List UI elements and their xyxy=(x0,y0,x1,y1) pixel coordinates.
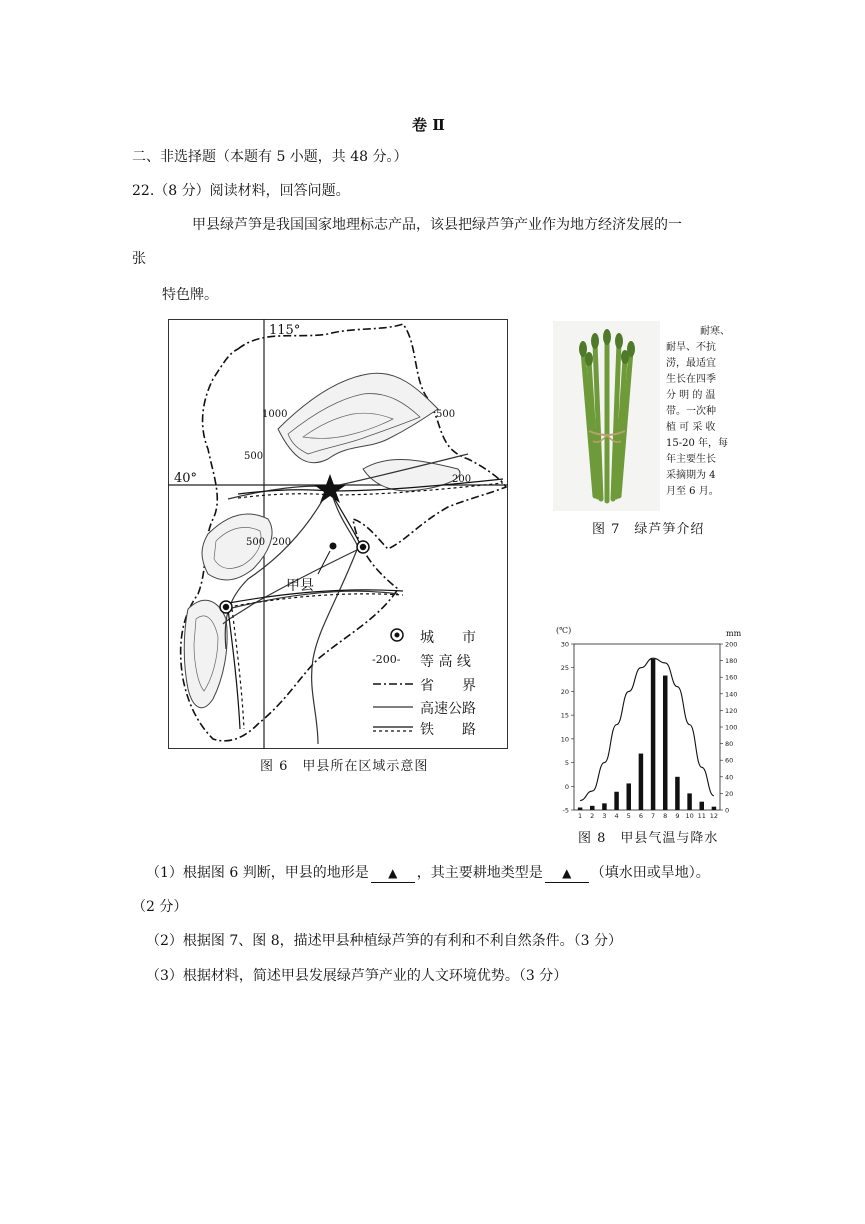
precip-tick-label: 140 xyxy=(725,690,738,699)
month-label: 12 xyxy=(709,812,719,820)
precip-tick-label: 40 xyxy=(725,773,734,782)
part-heading: 二、非选择题（本题有 5 小题，共 48 分。） xyxy=(132,149,408,165)
intro-line: 生长在四季 xyxy=(666,374,716,385)
precip-bar xyxy=(663,676,668,810)
precip-tick-label: 180 xyxy=(725,657,738,666)
asparagus-photo xyxy=(553,321,660,511)
temp-tick-label: 25 xyxy=(560,664,569,673)
climate-caption: 图 8 甲县气温与降水 xyxy=(578,831,719,846)
legend-label-city: 城 市 xyxy=(420,630,476,646)
precip-bar xyxy=(639,754,644,810)
intro-line: 采摘期为 4 xyxy=(666,470,716,481)
contour-label: 500 xyxy=(246,537,266,548)
precip-tick-label: 80 xyxy=(725,740,734,749)
intro-line: 年主要生长 xyxy=(666,454,716,465)
sub-question-1 xyxy=(146,864,710,883)
month-label: 8 xyxy=(663,812,668,820)
month-label: 10 xyxy=(685,812,694,820)
month-label: 6 xyxy=(638,812,643,820)
contour-label: 500 xyxy=(244,451,264,462)
month-label: 4 xyxy=(614,812,619,820)
material-line-2: 张 xyxy=(132,251,146,267)
temp-tick-label: 15 xyxy=(560,711,569,720)
month-label: 7 xyxy=(651,812,656,820)
month-label: 1 xyxy=(578,812,583,820)
temp-tick-label: 20 xyxy=(560,687,569,696)
precip-bar xyxy=(627,783,632,810)
intro-line: 带。一次种 xyxy=(666,406,716,417)
climate-chart xyxy=(550,624,745,824)
month-label: 5 xyxy=(626,812,631,820)
county-point xyxy=(330,543,337,550)
q1-text-before: （1）根据图 6 判断，甲县的地形是 xyxy=(146,865,369,881)
answer-blank-terrain[interactable] xyxy=(371,864,415,883)
temp-tick-label: 10 xyxy=(560,735,569,744)
temp-tick-label: 0 xyxy=(564,782,569,791)
asparagus-intro xyxy=(666,324,730,500)
intro-line: 月至 6 月。 xyxy=(666,486,719,497)
month-label: 3 xyxy=(602,812,607,820)
map-caption: 图 6 甲县所在区域示意图 xyxy=(260,759,429,774)
county-label: 甲县 xyxy=(286,578,314,594)
precip-tick-label: 200 xyxy=(725,640,738,649)
precip-tick-label: 120 xyxy=(725,706,738,715)
intro-line: 15-20 年，每 xyxy=(666,438,729,449)
triangle-icon: ▲ xyxy=(388,866,398,880)
sub-question-3: （3）根据材料，简述甲县发展绿芦笋产业的人文环境优势。（3 分） xyxy=(146,968,568,984)
legend-label-expressway: 高速公路 xyxy=(420,701,476,717)
intro-line: 分 明 的 温 xyxy=(666,390,716,401)
q1-score: （2 分） xyxy=(132,899,188,915)
temp-tick-label: -5 xyxy=(562,806,569,815)
contour-label: 1000 xyxy=(262,409,288,420)
intro-line: 耐寒、 xyxy=(700,326,730,337)
answer-blank-farmland[interactable] xyxy=(545,864,589,883)
precip-bar xyxy=(614,792,619,810)
contour-label: 200 xyxy=(272,537,292,548)
sub-question-2: （2）根据图 7、图 8，描述甲县种植绿芦笋的有利和不利自然条件。（3 分） xyxy=(146,933,622,949)
precip-bar xyxy=(590,806,595,810)
asparagus-caption: 图 7 绿芦笋介绍 xyxy=(592,522,705,537)
precip-bar xyxy=(675,777,679,810)
precip-bar xyxy=(700,802,705,810)
month-label: 9 xyxy=(675,812,680,820)
precip-tick-label: 0 xyxy=(725,806,730,815)
precip-tick-label: 20 xyxy=(725,789,734,798)
legend-label-border: 省 界 xyxy=(420,678,476,694)
q1-text-after: （填水田或旱地）。 xyxy=(590,865,710,881)
question-header: 22.（8 分）阅读材料，回答问题。 xyxy=(132,183,350,199)
legend-label-railway: 铁 路 xyxy=(420,722,476,738)
precip-bar xyxy=(687,793,692,810)
section-title: 卷 Ⅱ xyxy=(412,116,445,134)
precip-bar xyxy=(712,807,717,810)
region-map xyxy=(168,319,508,749)
longitude-label: 115° xyxy=(269,323,301,338)
contour-label: 500 xyxy=(436,409,456,420)
precip-tick-label: 100 xyxy=(725,723,738,732)
precip-tick-label: 160 xyxy=(725,673,738,682)
asparagus-icon xyxy=(553,321,660,511)
temperature-line xyxy=(580,658,714,800)
precip-tick-label: 60 xyxy=(725,756,734,765)
month-label: 11 xyxy=(697,812,706,820)
temp-unit: (℃) xyxy=(556,626,572,635)
intro-line: 植 可 采 收 xyxy=(666,422,716,433)
material-line-3: 特色牌。 xyxy=(162,287,218,303)
precip-bar xyxy=(602,803,607,810)
precip-bar xyxy=(578,808,583,810)
material-line-1: 甲县绿芦笋是我国国家地理标志产品，该县把绿芦笋产业作为地方经济发展的一 xyxy=(192,217,682,233)
month-label: 2 xyxy=(590,812,595,820)
climate-chart-svg xyxy=(550,624,745,824)
intro-line: 耐旱、不抗 xyxy=(666,342,716,353)
temp-tick-label: 30 xyxy=(560,640,569,649)
latitude-label: 40° xyxy=(174,471,198,486)
intro-line: 涝，最适宜 xyxy=(666,358,716,369)
triangle-icon: ▲ xyxy=(562,866,572,880)
temp-tick-label: 5 xyxy=(564,759,569,768)
precip-bar xyxy=(651,659,656,810)
legend-symbol-contour: -200- xyxy=(372,653,401,666)
precip-unit: mm xyxy=(726,629,742,638)
q1-text-mid: ，其主要耕地类型是 xyxy=(416,865,543,881)
legend-label-contour: 等 高 线 xyxy=(420,654,471,670)
contour-label: 200 xyxy=(452,474,472,485)
